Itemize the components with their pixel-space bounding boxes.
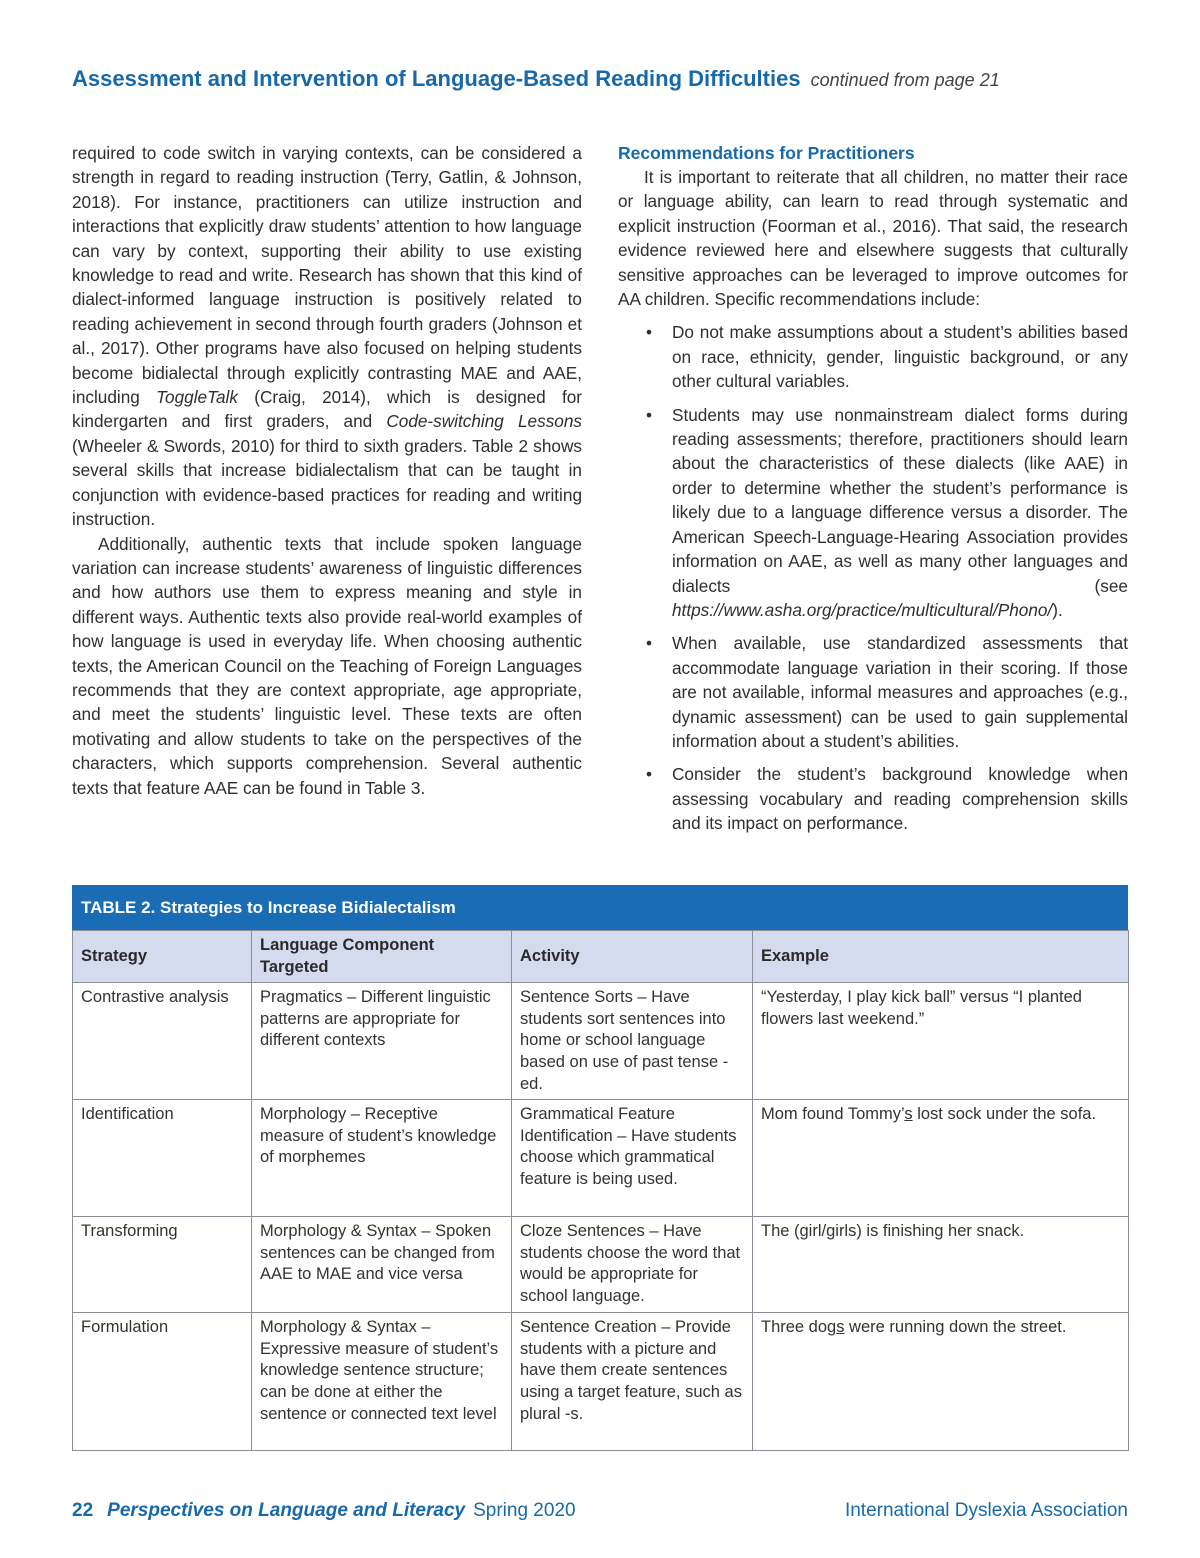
recommendations-list (618, 320, 1128, 835)
strategy-cell: Identification (73, 1100, 252, 1217)
strategy-cell: Contrastive analysis (73, 983, 252, 1100)
table-header-row (73, 931, 1129, 983)
example-cell: The (girl/girls) is finishing her snack. (753, 1217, 1129, 1313)
activity-cell: Sentence Creation – Provide students with a picture and have them create sentences using a target feature, such as plural -s. (512, 1313, 753, 1451)
component-cell: Morphology & Syntax – Expressive measure of student’s knowledge sentence structure; can be done at either the sentence or connected text level (252, 1313, 512, 1451)
table-row (73, 1217, 1129, 1313)
code-switching-title: Code-switching Lessons (386, 411, 583, 432)
example-cell: “Yesterday, I play kick ball” versus “I planted flowers last weekend.” (753, 983, 1129, 1100)
column-header: Language Component Targeted (252, 931, 512, 983)
running-header (72, 66, 1000, 92)
activity-cell: Cloze Sentences – Have students choose the word that would be appropriate for school language. (512, 1217, 753, 1313)
column-header: Example (753, 931, 1129, 983)
activity-cell: Grammatical Feature Identification – Have students choose which grammatical feature is being used. (512, 1100, 753, 1217)
strategy-cell: Formulation (73, 1313, 252, 1451)
toggletalk-title: ToggleTalk (156, 387, 238, 408)
column-header: Activity (512, 931, 753, 983)
list-item: • Do not make assumptions about a student’s abilities based on race, ethnicity, gender, linguistic background, or any other cultural variables. (646, 322, 1128, 392)
article-title: Assessment and Intervention of Language-Based Reading Difficulties (72, 66, 801, 91)
asha-link[interactable]: https://www.asha.org/practice/multicultural/Phono/ (672, 599, 1053, 620)
component-cell: Morphology & Syntax – Spoken sentences can be changed from AAE to MAE and vice versa (252, 1217, 512, 1313)
table-row (73, 983, 1129, 1100)
paragraph-1: required to code switch in varying contexts, can be considered a strength in regard to reading instruction (Terry, Gatlin, & Johnson, 2018). For instance, practitioners can utilize instruction and interactions that explicitly draw students’ attention to how language can vary by context, supporting their ability to use existing knowledge to read and write. Research has shown that this kind of dialect-informed language instruction is positively related to reading achievement in second through fourth graders (Johnson et al., 2017). Other programs have also focused on helping students become bidialectal through explicitly contrasting MAE and AAE, including ToggleTalk (Craig, 2014), which is designed for kindergarten and first graders, and Code-switching Lessons (Wheeler & Swords, 2010) for third to sixth graders. Table 2 shows several skills that increase bidialectalism that can be taught in conjunction with evidence-based practices for reading and writing instruction. (72, 143, 583, 530)
example-cell: Three dogs were running down the street. (753, 1313, 1129, 1451)
issue-season: Spring 2020 (473, 1500, 576, 1521)
right-column (618, 141, 1128, 845)
strategy-cell: Transforming (73, 1217, 252, 1313)
recommendations-intro: It is important to reiterate that all children, no matter their race or language ability, can learn to read through systematic and explicit instruction (Foorman et al., 2016). That said, the research evidence reviewed here and elsewhere suggests that culturally sensitive approaches can be leveraged to improve outcomes for AA children. Specific recommendations include: (618, 167, 1128, 310)
table-row (73, 1100, 1129, 1217)
page-number: 22 (72, 1500, 94, 1521)
section-heading: Recommendations for Practitioners (618, 143, 915, 163)
table-row (73, 1313, 1129, 1451)
component-cell: Morphology – Receptive measure of student’s knowledge of morphemes (252, 1100, 512, 1217)
table-2 (72, 885, 1128, 1451)
bullet-icon: • (646, 633, 653, 654)
continued-note: continued from page 21 (810, 70, 1000, 90)
organization-name: International Dyslexia Association (844, 1500, 1128, 1521)
bullet-icon: • (646, 764, 653, 785)
list-item: • Consider the student’s background knowledge when assessing vocabulary and reading comprehension skills and its impact on performance. (646, 764, 1128, 834)
table-title: TABLE 2. Strategies to Increase Bidialectalism (72, 885, 1128, 930)
activity-cell: Sentence Sorts – Have students sort sentences into home or school language based on use of past tense -ed. (512, 983, 753, 1100)
list-item: • When available, use standardized assessments that accommodate language variation in their scoring. If those are not available, informal measures and approaches (e.g., dynamic assessment) can be used to gain supplemental information about a student’s abilities. (646, 633, 1128, 751)
journal-name: Perspectives on Language and Literacy (107, 1500, 466, 1521)
page-footer (72, 1500, 1128, 1522)
component-cell: Pragmatics – Different linguistic patterns are appropriate for different contexts (252, 983, 512, 1100)
bullet-icon: • (646, 322, 653, 343)
example-cell: Mom found Tommy’s lost sock under the sofa. (753, 1100, 1129, 1217)
paragraph-2: Additionally, authentic texts that include spoken language variation can increase students’ awareness of linguistic differences and how authors use them to express meaning and style in different ways. Authentic texts also provide real-world examples of how language is used in everyday life. When choosing authentic texts, the American Council on the Teaching of Foreign Languages recommends that they are context appropriate, age appropriate, and meet the students’ linguistic level. These texts are often motivating and allow students to take on the perspectives of the characters, which supports comprehension. Several authentic texts that feature AAE can be found in Table 3. (72, 533, 582, 798)
strategies-table (72, 930, 1129, 1451)
left-column (72, 141, 582, 800)
column-header: Strategy (73, 931, 252, 983)
list-item: • Students may use nonmainstream dialect forms during reading assessments; therefore, practitioners should learn about the characteristics of these dialects (like AAE) in order to determine whether the student’s performance is likely due to a language difference versus a disorder. The American Speech-Language-Hearing Association provides information on AAE, as well as many other languages and dialects (see https://www.asha.org/practice/multicultural/Phono/). (646, 404, 1128, 620)
bullet-icon: • (646, 404, 653, 425)
